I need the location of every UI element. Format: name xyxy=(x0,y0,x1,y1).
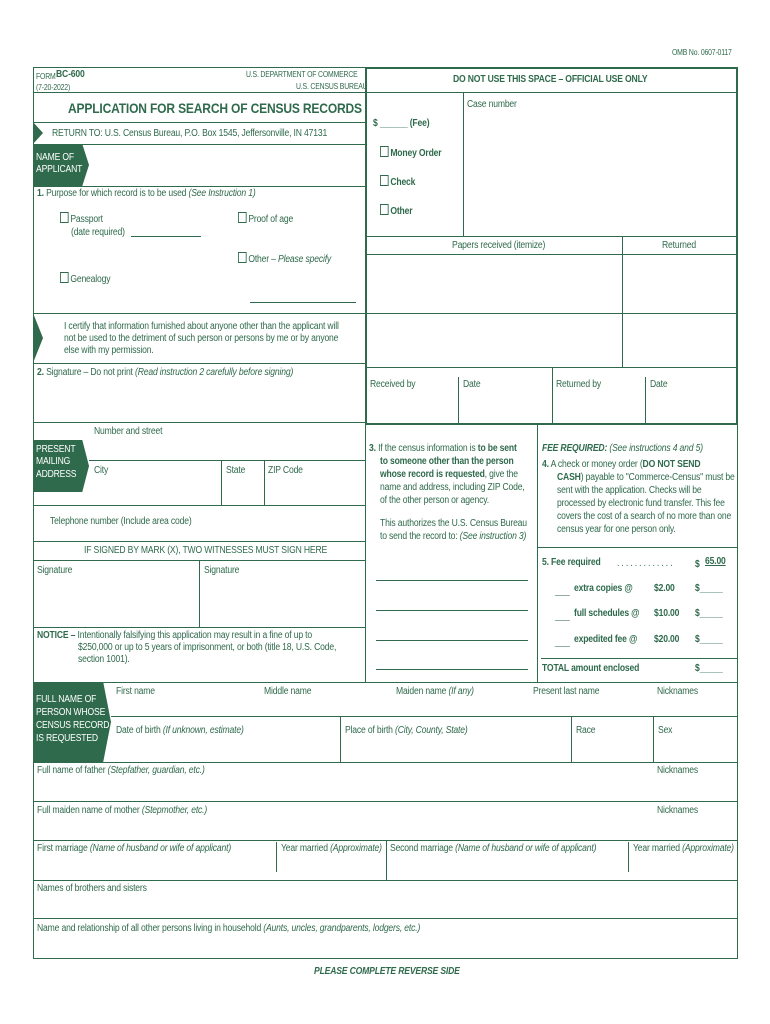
other-purpose-option[interactable]: Other – Please specify xyxy=(238,252,331,266)
name-label-1: NAME OF xyxy=(36,152,74,163)
mother-label[interactable]: Full maiden name of mother (Stepmother, etc.) xyxy=(37,805,208,816)
fee-line-5: covers the cost of a search of no more than one xyxy=(557,511,732,522)
omb-number: OMB No. 0607-0117 xyxy=(672,48,732,57)
section3-line-3: whose record is requested, give the xyxy=(380,469,518,480)
extra-copies-price: $2.00 xyxy=(654,583,675,594)
fee-line-6: census year for one person only. xyxy=(557,524,676,535)
address-label-2: MAILING xyxy=(36,456,71,467)
mother-nicknames-label[interactable]: Nicknames xyxy=(657,805,698,816)
witness-signature-2[interactable]: Signature xyxy=(204,565,240,576)
fee-dollar-sign: $ xyxy=(695,559,700,570)
address-label-1: PRESENT xyxy=(36,444,76,455)
official-use-heading: DO NOT USE THIS SPACE – OFFICIAL USE ONLY xyxy=(453,74,648,85)
passport-option[interactable]: Passport xyxy=(60,212,103,226)
other-purpose-checkbox[interactable] xyxy=(238,252,247,263)
other-checkbox xyxy=(380,204,389,215)
race-label[interactable]: Race xyxy=(576,725,596,736)
sex-label[interactable]: Sex xyxy=(658,725,673,736)
year-married-2-label[interactable]: Year married (Approximate) xyxy=(633,843,734,854)
genealogy-option[interactable]: Genealogy xyxy=(60,272,110,286)
notice-line-3: section 1001). xyxy=(78,654,130,665)
zip-label[interactable]: ZIP Code xyxy=(268,465,303,476)
notice-line-2: $250,000 or up to 5 years of imprisonment, or both (title 18, U.S. Code, xyxy=(78,642,337,653)
year-married-1-label[interactable]: Year married (Approximate) xyxy=(281,843,382,854)
recipient-line-2[interactable] xyxy=(376,610,528,611)
extra-copies-qty[interactable]: ____ xyxy=(555,587,570,596)
state-label[interactable]: State xyxy=(226,465,246,476)
other-option: Other xyxy=(380,204,412,218)
telephone-label[interactable]: Telephone number (Include area code) xyxy=(50,516,192,527)
section3-line-5: of the other person or agency. xyxy=(380,495,489,506)
department: U.S. DEPARTMENT OF COMMERCE xyxy=(246,70,358,79)
second-marriage-label[interactable]: Second marriage (Name of husband or wife of applicant) xyxy=(390,843,597,854)
expedited-qty[interactable]: ____ xyxy=(555,638,570,647)
household-label[interactable]: Name and relationship of all other persons living in household (Aunts, uncles, grandparents, lodgers, etc.) xyxy=(37,923,421,934)
fee-required-heading: FEE REQUIRED: (See instructions 4 and 5) xyxy=(542,443,703,454)
certify-line-2: not be used to the detriment of such person or persons by me or by anyone xyxy=(64,333,339,344)
money-order-checkbox xyxy=(380,146,389,157)
address-label-3: ADDRESS xyxy=(36,469,77,480)
father-nicknames-label[interactable]: Nicknames xyxy=(657,765,698,776)
first-marriage-label[interactable]: First marriage (Name of husband or wife of applicant) xyxy=(37,843,232,854)
number-street-label[interactable]: Number and street xyxy=(94,426,163,437)
footer-note: PLEASE COMPLETE REVERSE SIDE xyxy=(314,966,460,977)
section3-line-1: 3. If the census information is to be sent xyxy=(369,443,517,454)
person-label-4: IS REQUESTED xyxy=(36,733,98,744)
present-last-name-label[interactable]: Present last name xyxy=(533,686,600,697)
name-label-2: APPLICANT xyxy=(36,164,83,175)
person-label-2: PERSON WHOSE xyxy=(36,707,106,718)
nicknames-label[interactable]: Nicknames xyxy=(657,686,698,697)
person-label-1: FULL NAME OF xyxy=(36,694,97,705)
full-schedules-label: full schedules @ xyxy=(574,608,640,619)
siblings-label[interactable]: Names of brothers and sisters xyxy=(37,883,147,894)
witness-signature-1[interactable]: Signature xyxy=(37,565,73,576)
certify-line-3: else with my permission. xyxy=(64,345,154,356)
notice-line-1: NOTICE – Intentionally falsifying this application may result in a fine of up to xyxy=(37,630,312,641)
dob-label[interactable]: Date of birth (If unknown, estimate) xyxy=(116,725,244,736)
fee-line-2: CASH) payable to "Commerce-Census" must be xyxy=(557,472,735,483)
expedited-label: expedited fee @ xyxy=(574,634,638,645)
returned-by-label: Returned by xyxy=(556,379,601,390)
form-prefix: FORM xyxy=(36,72,56,81)
father-label[interactable]: Full name of father (Stepfather, guardian, etc.) xyxy=(37,765,205,776)
fee-line-4: processed by electronic fund transfer. This fee xyxy=(557,498,725,509)
mark-heading: IF SIGNED BY MARK (X), TWO WITNESSES MUST SIGN HERE xyxy=(84,545,328,556)
return-address: RETURN TO: U.S. Census Bureau, P.O. Box 1545, Jeffersonville, IN 47131 xyxy=(52,128,328,139)
signature-label[interactable]: 2. Signature – Do not print (Read instruction 2 carefully before signing) xyxy=(37,367,294,378)
certify-line-1: I certify that information furnished about anyone other than the applicant will xyxy=(64,321,339,332)
section3-auth-2: to send the record to: (See instruction 3) xyxy=(380,531,527,542)
section3-line-4: name and address, including ZIP Code, xyxy=(380,482,525,493)
proof-of-age-checkbox[interactable] xyxy=(238,212,247,223)
expedited-price: $20.00 xyxy=(654,634,680,645)
total-amount[interactable]: $_____ xyxy=(695,663,723,674)
extra-copies-label: extra copies @ xyxy=(574,583,633,594)
date-required-line[interactable] xyxy=(131,236,201,237)
full-schedules-price: $10.00 xyxy=(654,608,680,619)
section3-line-2: to someone other than the person xyxy=(380,456,514,467)
total-label: TOTAL amount enclosed xyxy=(542,663,640,674)
recipient-line-4[interactable] xyxy=(376,669,528,670)
returned-label: Returned xyxy=(662,240,697,251)
first-name-label[interactable]: First name xyxy=(116,686,155,697)
date-label-1: Date xyxy=(463,379,481,390)
maiden-name-label[interactable]: Maiden name (If any) xyxy=(396,686,474,697)
date-required-label: (date required) xyxy=(71,227,125,238)
fee-required-label: 5. Fee required xyxy=(542,557,601,568)
papers-received-label: Papers received (itemize) xyxy=(452,240,546,251)
recipient-line-1[interactable] xyxy=(376,580,528,581)
recipient-line-3[interactable] xyxy=(376,640,528,641)
full-schedules-total[interactable]: $_____ xyxy=(695,608,723,619)
passport-checkbox[interactable] xyxy=(60,212,69,223)
fee-label: $ ______ (Fee) xyxy=(373,118,430,129)
case-number-label: Case number xyxy=(467,99,517,110)
date-label-2: Date xyxy=(650,379,668,390)
check-option: Check xyxy=(380,175,415,189)
form-title: APPLICATION FOR SEARCH OF CENSUS RECORDS xyxy=(68,100,362,116)
fee-amount: 65.00 xyxy=(705,556,726,567)
fee-line-3: sent with the application. Checks will be xyxy=(557,485,702,496)
other-specify-line[interactable] xyxy=(250,302,356,303)
extra-copies-total[interactable]: $_____ xyxy=(695,583,723,594)
bureau: U.S. CENSUS BUREAU xyxy=(296,82,368,91)
fee-line-1: 4. A check or money order (DO NOT SEND xyxy=(542,459,701,470)
expedited-total[interactable]: $_____ xyxy=(695,634,723,645)
pob-label[interactable]: Place of birth (City, County, State) xyxy=(345,725,468,736)
check-checkbox xyxy=(380,175,389,186)
middle-name-label[interactable]: Middle name xyxy=(264,686,312,697)
proof-of-age-option[interactable]: Proof of age xyxy=(238,212,293,226)
fee-dots: . . . . . . . . . . . . . xyxy=(617,558,673,569)
purpose-question: 1. Purpose for which record is to be used (See Instruction 1) xyxy=(37,188,256,199)
money-order-option: Money Order xyxy=(380,146,441,160)
city-label[interactable]: City xyxy=(94,465,109,476)
form-number: BC-600 xyxy=(56,69,85,80)
full-schedules-qty[interactable]: ____ xyxy=(555,612,570,621)
section3-auth-1: This authorizes the U.S. Census Bureau xyxy=(380,518,527,529)
genealogy-checkbox[interactable] xyxy=(60,272,69,283)
received-by-label: Received by xyxy=(370,379,416,390)
form-date: (7-20-2022) xyxy=(36,83,71,92)
person-label-3: CENSUS RECORD xyxy=(36,720,110,731)
